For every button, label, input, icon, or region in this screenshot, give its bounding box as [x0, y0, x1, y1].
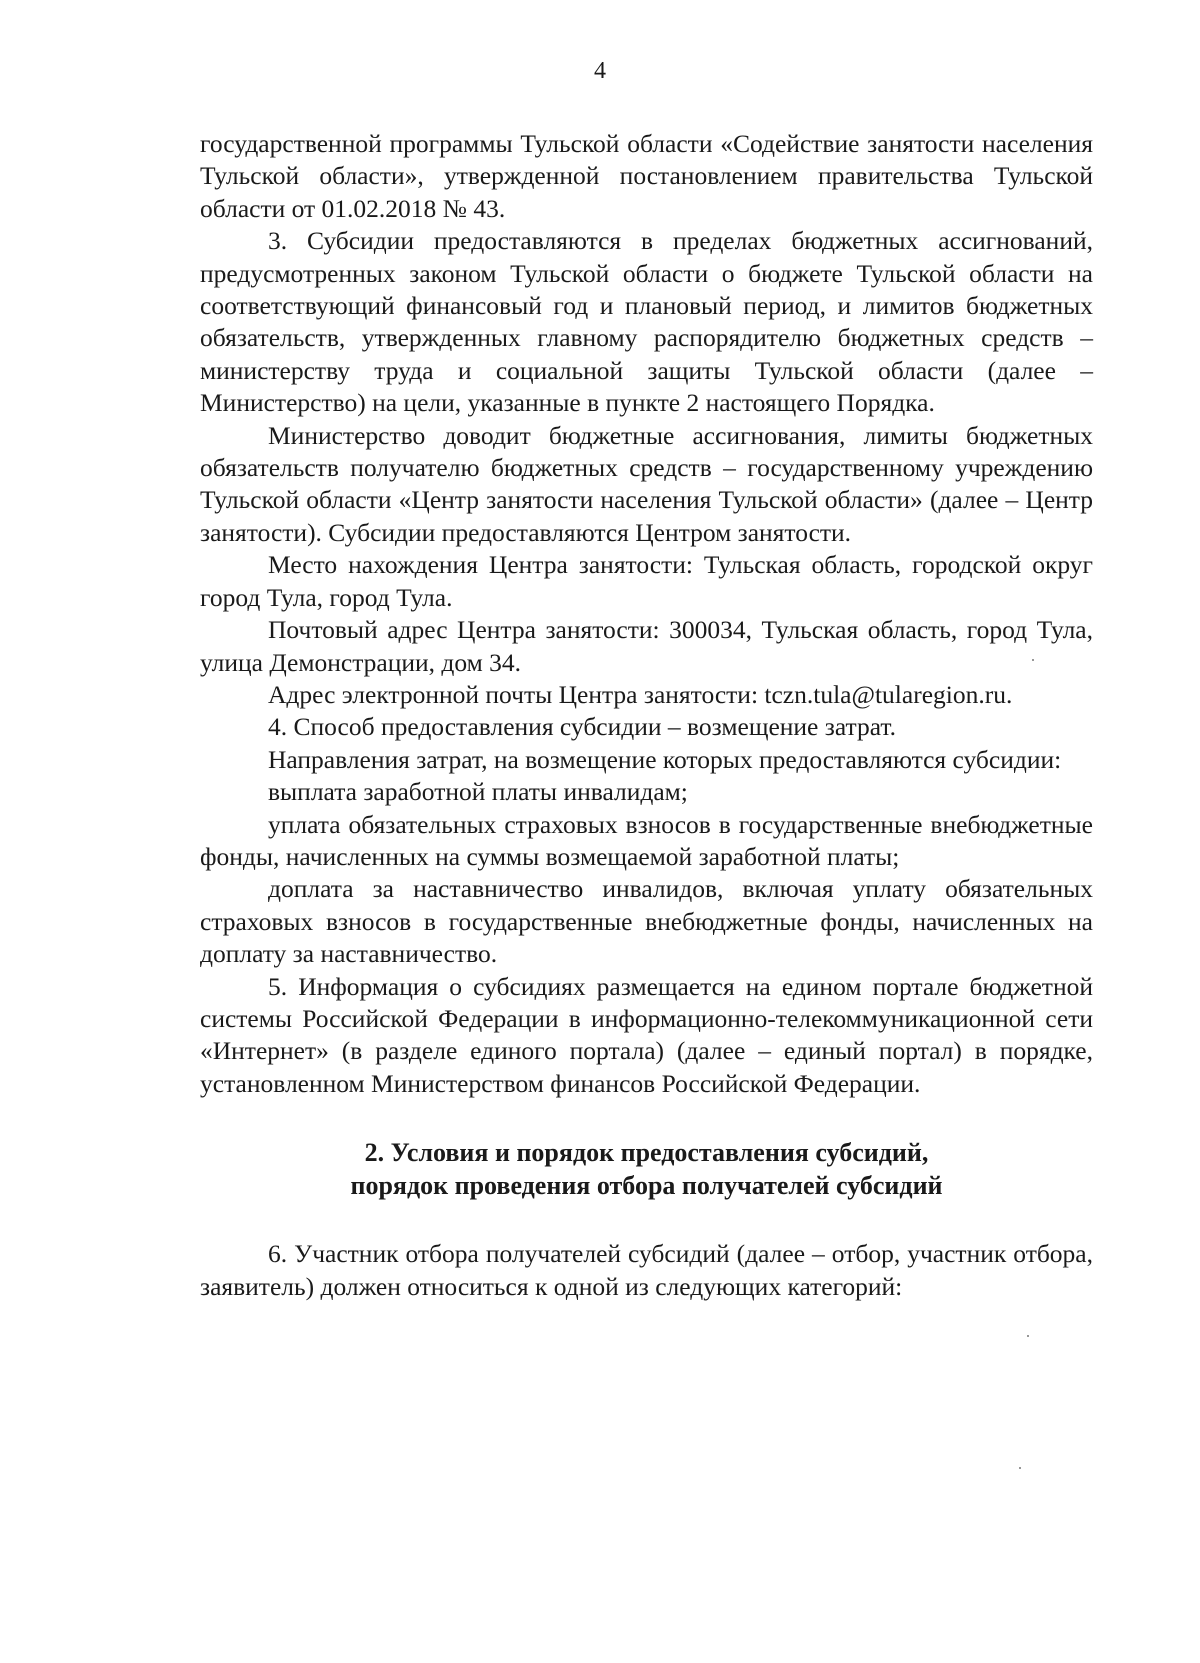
section-heading — [200, 1136, 1093, 1202]
paragraphs-top — [200, 128, 1093, 1100]
paragraph: доплата за наставничество инвалидов, включая уплату обязательных страховых взносов в государственные внебюджетные фонды, начисленных на доплату за наставничество. — [200, 874, 1093, 969]
paragraph: выплата заработной платы инвалидам; — [268, 777, 688, 807]
paragraph: 5. Информация о субсидиях размещается на едином портале бюджетной системы Российской Федерации в информационно-телекоммуникационной сети «Интернет» (в разделе единого портала) (далее – единый портал) в порядке, установленном Министерством финансов Российской Федерации. — [200, 971, 1093, 1098]
paragraph: Почтовый адрес Центра занятости: 300034, Тульская область, город Тула, улица Демонстрации, дом 34. — [200, 615, 1093, 677]
paragraph: 4. Способ предоставления субсидии – возмещение затрат. — [268, 712, 896, 742]
scan-speck — [1019, 1467, 1021, 1469]
paragraph: Место нахождения Центра занятости: Тульская область, городской округ город Тула, город Тула. — [200, 550, 1093, 612]
section-heading-line1: 2. Условия и порядок предоставления субсидий, — [364, 1138, 929, 1168]
paragraph: государственной программы Тульской области «Содействие занятости населения Тульской области», утвержденной постановлением правительства Тульской области от 01.02.2018 № 43. — [200, 129, 1093, 223]
scan-speck — [1027, 1335, 1029, 1337]
paragraph: 3. Субсидии предоставляются в пределах бюджетных ассигнований, предусмотренных законом Тульской области о бюджете Тульской области на соответствующий финансовый год и плановый период, и лимитов бюджетных обязательств, утвержденных главному распорядителю бюджетных средств – министерству труда и социальной защиты Тульской области (далее – Министерство) на цели, указанные в пункте 2 настоящего Порядка. — [200, 226, 1093, 418]
paragraph: Направления затрат, на возмещение которых предоставляются субсидии: — [268, 744, 1062, 774]
section-heading-line2: порядок проведения отбора получателей субсидий — [350, 1171, 943, 1201]
paragraphs-bottom — [200, 1238, 1093, 1303]
paragraph: Министерство доводит бюджетные ассигнования, лимиты бюджетных обязательств получателю бюджетных средств – государственному учреждению Тульской области «Центр занятости населения Тульской области» (далее – Центр занятости). Субсидии предоставляются Центром занятости. — [200, 420, 1093, 547]
paragraph: 6. Участник отбора получателей субсидий (далее – отбор, участник отбора, заявитель) должен относиться к одной из следующих категорий: — [200, 1239, 1093, 1301]
document-body — [200, 128, 1093, 1303]
paragraph: уплата обязательных страховых взносов в государственные внебюджетные фонды, начисленных на суммы возмещаемой заработной платы; — [200, 809, 1093, 871]
page-number: 4 — [594, 58, 606, 84]
paragraph: Адрес электронной почты Центра занятости: tczn.tula@tularegion.ru. — [268, 679, 1013, 709]
scan-speck — [1032, 659, 1034, 661]
